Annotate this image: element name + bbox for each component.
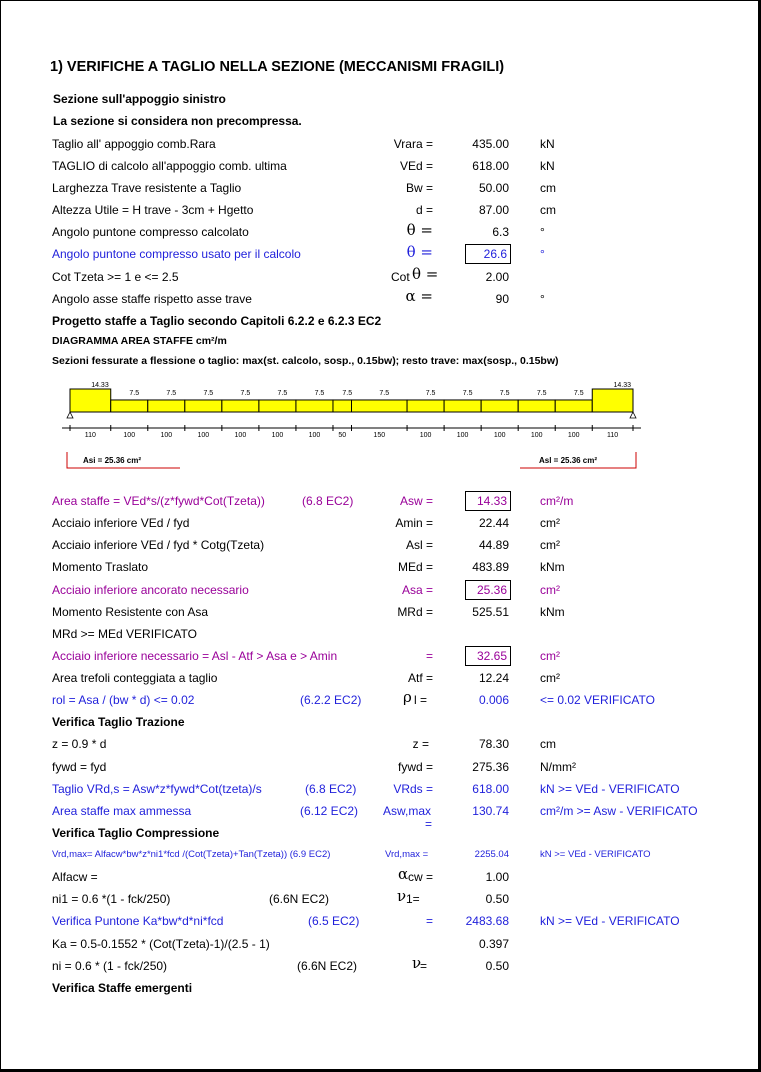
row-unit: kN >= VEd - VERIFICATO <box>540 782 680 796</box>
row-unit: kNm <box>540 560 565 574</box>
cot-symbol: Cot <box>391 270 410 284</box>
spacing-label: 150 <box>373 432 386 439</box>
row-ref: (6.5 EC2) <box>308 914 360 928</box>
row-value: 0.50 <box>485 892 509 906</box>
stirrup-bar <box>148 400 185 412</box>
prestress-note: La sezione si considera non precompressa. <box>53 114 302 128</box>
row-ref: (6.8 EC2) <box>305 782 357 796</box>
sections-note: Sezioni fessurate a flessione o taglio: max(st. calcolo, sosp., 0.15bw); resto trave: max(sosp., 0.15bw) <box>52 355 559 367</box>
bar-value-label: 7.5 <box>499 389 510 397</box>
theta-symbol: θ = <box>406 221 433 239</box>
row-symbol: = <box>420 959 428 973</box>
stirrup-bar <box>333 400 352 412</box>
row-label: Acciaio inferiore VEd / fyd <box>52 516 190 530</box>
bar-value-label: 7.5 <box>240 389 251 397</box>
row-symbol: Asw = <box>399 494 433 508</box>
row-symbol: VRds = <box>393 782 433 796</box>
box-value: 14.33 <box>476 494 507 508</box>
spacing-label: 100 <box>271 432 284 439</box>
row-value: 22.44 <box>478 516 509 530</box>
row-ref: (6.6N EC2) <box>269 892 330 906</box>
stirrup-bar <box>296 400 333 412</box>
row-label: Acciaio inferiore ancorato necessario <box>52 583 249 597</box>
row-unit: cm²/m >= Asw - VERIFICATO <box>540 804 698 818</box>
row-symbol: 1= <box>406 892 420 906</box>
bar-value-label: 14.33 <box>613 382 631 389</box>
alpha-symbol: α <box>398 865 409 883</box>
stirrup-bar <box>259 400 296 412</box>
row-label: Larghezza Trave resistente a Taglio <box>52 181 242 195</box>
asa-value-box <box>465 580 511 600</box>
bar-value-label: 7.5 <box>129 389 140 397</box>
nu-symbol: ν <box>397 887 407 905</box>
row-symbol: Vrd,max = <box>385 849 429 860</box>
row-label: Angolo puntone compresso calcolato <box>52 225 249 239</box>
row-value: 87.00 <box>478 203 509 217</box>
stirrup-bar <box>444 400 481 412</box>
bar-value-label: 7.5 <box>425 389 436 397</box>
bar-value-label: 7.5 <box>462 389 473 397</box>
row-symbol: Bw = <box>405 181 433 195</box>
spacing-label: 100 <box>530 432 543 439</box>
row-value: 0.006 <box>478 693 509 707</box>
asi-left-label: Asi = 25.36 cm² <box>83 456 142 465</box>
bar-value-label: 7.5 <box>314 389 325 397</box>
row-unit: cm² <box>540 649 560 663</box>
nu-symbol: ν <box>412 954 422 972</box>
row-value: 12.24 <box>478 671 509 685</box>
mrd-check: MRd >= MEd VERIFICATO <box>52 627 197 641</box>
row-unit: cm² <box>540 538 560 552</box>
row-label: Momento Resistente con Asa <box>52 605 209 619</box>
bar-value-label: 7.5 <box>166 389 177 397</box>
spacing-label: 100 <box>160 432 173 439</box>
row-symbol: Asa = <box>401 583 433 597</box>
row-label: Taglio VRd,s = Asw*z*fywd*Cot(tzeta)/s <box>52 782 262 796</box>
row-ref: (6.8 EC2) <box>302 494 354 508</box>
spacing-label: 110 <box>607 432 619 439</box>
row-symbol: Asl = <box>405 538 433 552</box>
spacing-label: 100 <box>419 432 432 439</box>
row-unit: ° <box>540 247 545 261</box>
row-label: Acciaio inferiore VEd / fyd * Cotg(Tzeta) <box>52 538 265 552</box>
row-unit: cm² <box>540 583 560 597</box>
stirrup-bar <box>555 400 592 412</box>
asi-right-label: Asl = 25.36 cm² <box>539 456 598 465</box>
row-unit: kNm <box>540 605 565 619</box>
row-unit: ° <box>540 292 545 306</box>
spacing-label: 100 <box>493 432 506 439</box>
bar-value-label: 7.5 <box>277 389 288 397</box>
spacing-label: 100 <box>123 432 136 439</box>
row-value: 275.36 <box>472 760 509 774</box>
row-unit: ° <box>540 225 545 239</box>
spacing-label: 110 <box>84 432 96 439</box>
row-value: 0.50 <box>485 959 509 973</box>
stirrup-bar <box>407 400 444 412</box>
stirrup-area-diagram <box>0 372 761 472</box>
row-ref: (6.6N EC2) <box>297 959 358 973</box>
row-symbol: Atf = <box>407 671 433 685</box>
row-value: 2.00 <box>485 270 509 284</box>
row-unit: cm²/m <box>540 494 574 508</box>
spacing-label: 100 <box>234 432 247 439</box>
row-ref: (6.2.2 EC2) <box>300 693 362 707</box>
row-unit: kN >= VEd - VERIFICATO <box>540 914 680 928</box>
row-unit: cm² <box>540 671 560 685</box>
diagram-title: DIAGRAMMA AREA STAFFE cm²/m <box>52 335 227 347</box>
row-value: 44.89 <box>478 538 509 552</box>
row-label: Verifica Puntone Ka*bw*d*ni*fcd <box>52 914 224 928</box>
row-unit: <= 0.02 VERIFICATO <box>540 693 655 707</box>
row-label: Ka = 0.5-0.1552 * (Cot(Tzeta)-1)/(2.5 - 1) <box>52 937 270 951</box>
row-label: Vrd,max= Alfacw*bw*z*ni1*fcd /(Cot(Tzeta)+Tan(Tzeta)) (6.9 EC2) <box>52 849 331 860</box>
input-value: 26.6 <box>483 247 507 261</box>
row-value: 0.397 <box>478 937 509 951</box>
theta-symbol: θ = <box>412 265 439 283</box>
row-label: Area staffe max ammessa <box>52 804 192 818</box>
row-symbol: Amin = <box>395 516 433 530</box>
row-label: Altezza Utile = H trave - 3cm + Hgetto <box>52 203 254 217</box>
row-symbol: z = <box>412 737 429 751</box>
row-label: fywd = fyd <box>52 760 107 774</box>
project-title: Progetto staffe a Taglio secondo Capitoli 6.2.2 e 6.2.3 EC2 <box>52 314 382 328</box>
emergent-title: Verifica Staffe emergenti <box>52 981 193 995</box>
row-symbol: = <box>425 914 433 928</box>
bar-value-label: 7.5 <box>573 389 584 397</box>
alpha-symbol: α = <box>405 287 433 305</box>
row-label: Angolo asse staffe rispetto asse trave <box>52 292 252 306</box>
row-label: Area trefoli conteggiata a taglio <box>52 671 218 685</box>
stirrup-bar <box>222 400 259 412</box>
row-symbol: Asw,max <box>383 804 432 818</box>
stirrup-bar <box>481 400 518 412</box>
row-unit: kN <box>540 159 555 173</box>
row-unit: kN <box>540 137 555 151</box>
row-label: z = 0.9 * d <box>52 737 107 751</box>
row-unit: cm <box>540 737 556 751</box>
row-symbol: VEd = <box>399 159 433 173</box>
row-value: 50.00 <box>478 181 509 195</box>
row-unit: cm <box>540 181 556 195</box>
row-value: 130.74 <box>472 804 509 818</box>
section-subtitle: Sezione sull'appoggio sinistro <box>53 92 226 106</box>
row-label: Alfacw = <box>52 870 98 884</box>
row-value: 90 <box>495 292 509 306</box>
rho-symbol: ρ <box>403 688 412 706</box>
row-unit: N/mm² <box>540 760 576 774</box>
row-unit: cm² <box>540 516 560 530</box>
spacing-label: 100 <box>308 432 321 439</box>
traction-title: Verifica Taglio Trazione <box>52 715 185 729</box>
row-symbol: fywd = <box>397 760 433 774</box>
row-label: ni1 = 0.6 *(1 - fck/250) <box>52 892 171 906</box>
row-label: Area staffe = VEd*s/(z*fywd*Cot(Tzeta)) <box>52 494 265 508</box>
theta-input[interactable] <box>465 244 511 264</box>
row-value: 78.30 <box>478 737 509 751</box>
bar-value-label: 14.33 <box>91 382 109 389</box>
row-unit: cm <box>540 203 556 217</box>
bar-value-label: 7.5 <box>203 389 214 397</box>
bar-value-label: 7.5 <box>536 389 547 397</box>
row-value: 2483.68 <box>465 914 509 928</box>
row-symbol: MRd = <box>397 605 433 619</box>
row-value: 483.89 <box>472 560 509 574</box>
stirrup-bar <box>111 400 148 412</box>
row-symbol: MEd = <box>397 560 433 574</box>
compression-title: Verifica Taglio Compressione <box>52 826 220 840</box>
stirrup-bar <box>352 400 408 412</box>
spacing-label: 50 <box>338 432 347 439</box>
row-symbol: Vrara = <box>393 137 433 151</box>
spacing-label: 100 <box>567 432 580 439</box>
row-label: Momento Traslato <box>52 560 149 574</box>
row-symbol: cw = <box>408 870 434 884</box>
row-label: Acciaio inferiore necessario = Asl - Atf > Asa e > Amin <box>52 649 338 663</box>
asl-need-value-box <box>465 646 511 666</box>
row-ref: (6.12 EC2) <box>300 804 359 818</box>
row-value: 525.51 <box>472 605 509 619</box>
box-value: 25.36 <box>476 583 507 597</box>
row-label: ni = 0.6 * (1 - fck/250) <box>52 959 168 973</box>
row-label: Angolo puntone compresso usato per il calcolo <box>52 247 301 261</box>
stirrup-bar <box>185 400 222 412</box>
end-zone-bar <box>70 389 111 412</box>
bar-value-label: 7.5 <box>342 389 353 397</box>
row-value: 618.00 <box>472 782 509 796</box>
stirrup-bar <box>518 400 555 412</box>
row-symbol: l = <box>414 693 428 707</box>
row-label: Cot Tzeta >= 1 e <= 2.5 <box>52 270 179 284</box>
box-value: 32.65 <box>476 649 507 663</box>
end-zone-bar <box>592 389 633 412</box>
spacing-label: 100 <box>197 432 210 439</box>
support-left-icon <box>67 412 73 418</box>
row-value: 1.00 <box>485 870 509 884</box>
row-label: TAGLIO di calcolo all'appoggio comb. ultima <box>52 159 287 173</box>
page-title: 1) VERIFICHE A TAGLIO NELLA SEZIONE (MECCANISMI FRAGILI) <box>50 59 505 75</box>
theta-symbol: θ = <box>406 243 433 261</box>
row-label: Taglio all' appoggio comb.Rara <box>52 137 216 151</box>
row-value: 618.00 <box>472 159 509 173</box>
row-value: 2255.04 <box>474 849 509 860</box>
support-right-icon <box>630 412 636 418</box>
row-label: rol = Asa / (bw * d) <= 0.02 <box>52 693 195 707</box>
row-symbol: d = <box>415 203 433 217</box>
row-value: 6.3 <box>492 225 509 239</box>
bar-value-label: 7.5 <box>379 389 390 397</box>
row-value: 435.00 <box>472 137 509 151</box>
row-unit: kN >= VEd - VERIFICATO <box>540 849 651 860</box>
row-symbol: = <box>425 649 433 663</box>
asw-value-box <box>465 491 511 511</box>
row-symbol-eq: = <box>425 817 433 831</box>
spacing-label: 100 <box>456 432 469 439</box>
